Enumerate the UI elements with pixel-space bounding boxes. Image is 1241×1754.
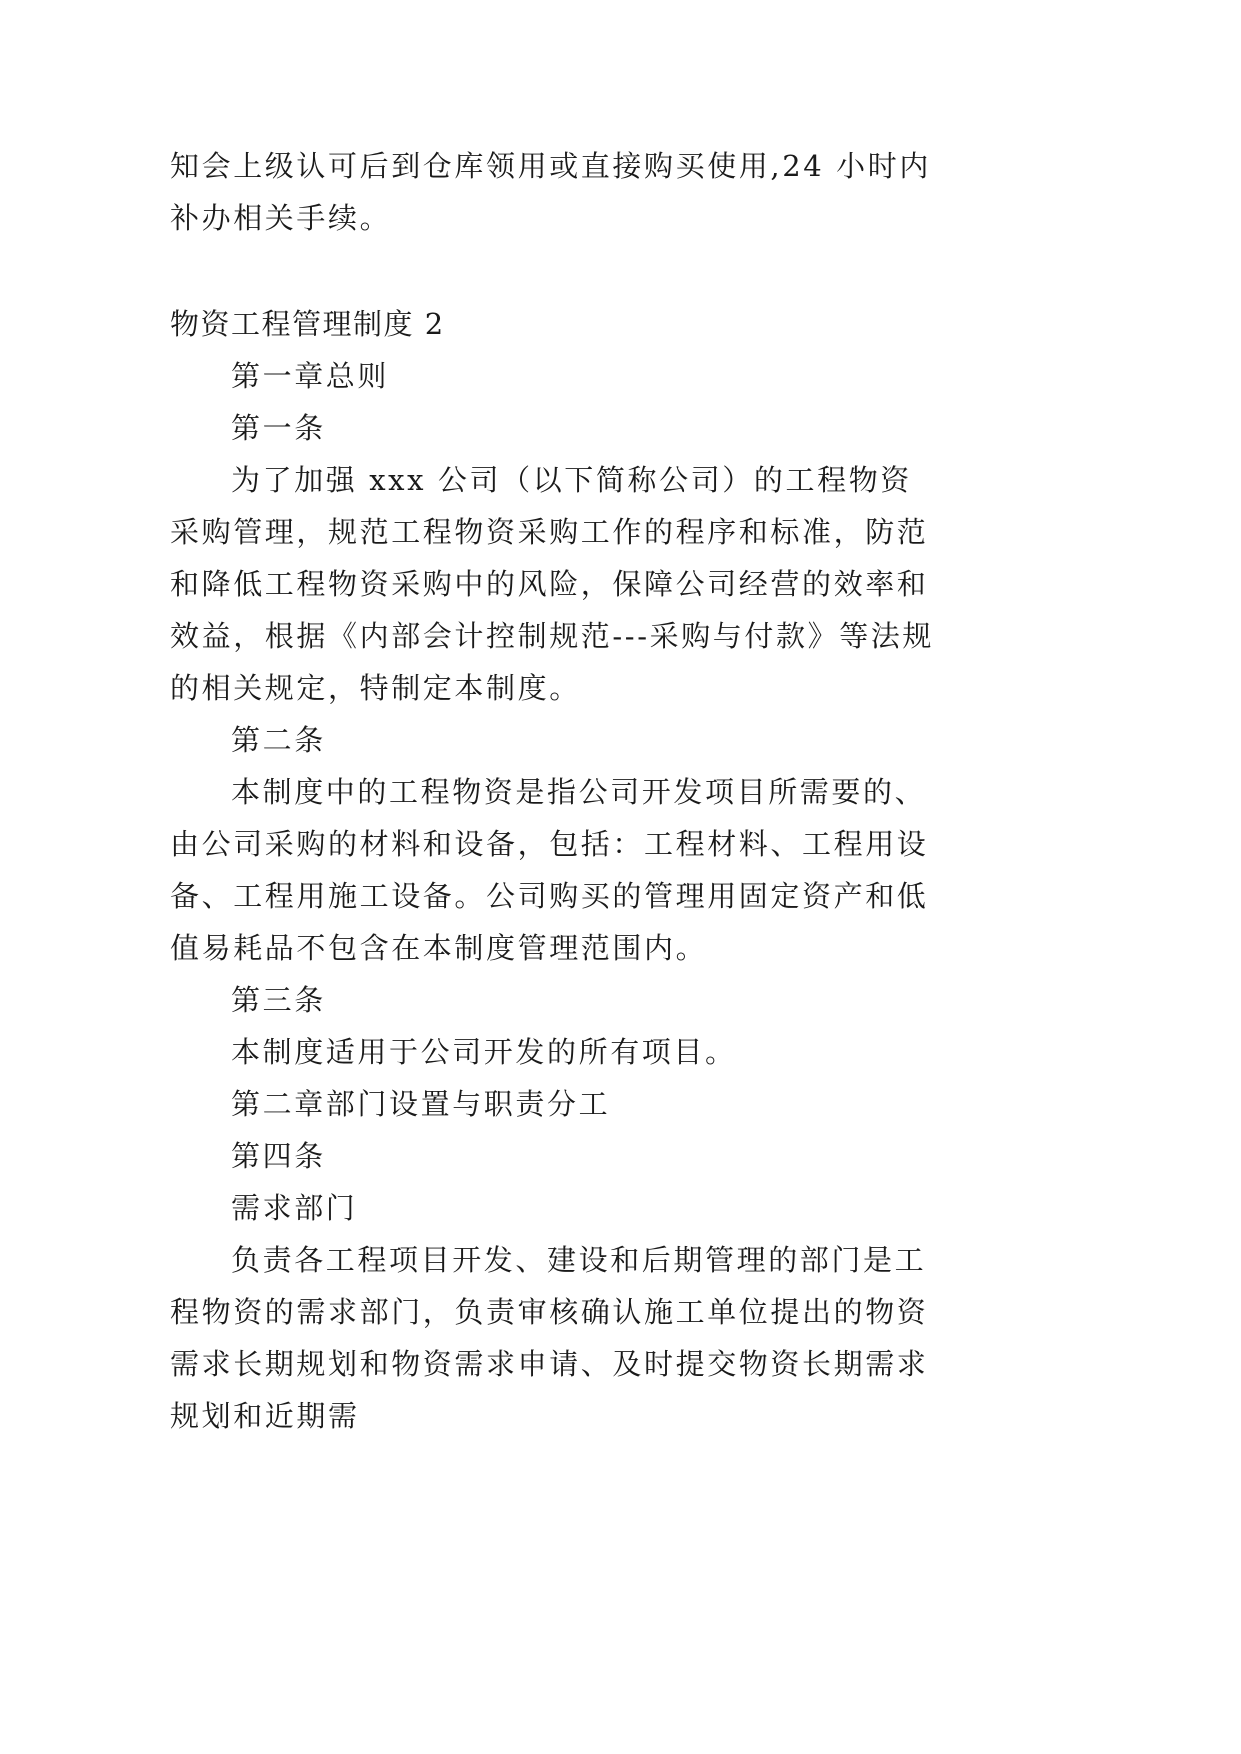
section-title: 物资工程管理制度 2 [170, 307, 445, 341]
article2-body: 本制度中的工程物资是指公司开发项目所需要的、由公司采购的材料和设备，包括：工程材料、工程用设备、工程用施工设备。公司购买的管理用固定资产和低值易耗品不包含在本制度管理范围内。 [170, 775, 929, 965]
article3-body: 本制度适用于公司开发的所有项目。 [231, 1035, 737, 1069]
chapter2-title: 第二章部门设置与职责分工 [231, 1087, 611, 1121]
article2-title: 第二条 [231, 723, 326, 757]
article1-title: 第一条 [231, 411, 326, 445]
article4-subtitle: 需求部门 [231, 1191, 358, 1225]
top-paragraph-block [170, 140, 942, 244]
article1-body: 为了加强 xxx 公司（以下简称公司）的工程物资采购管理，规范工程物资采购工作的程序和标准，防范和降低工程物资采购中的风险，保障公司经营的效率和效益，根据《内部会计控制规范---采购与付款》等法规的相关规定，特制定本制度。 [170, 463, 934, 705]
chapter1-title: 第一章总则 [231, 359, 390, 393]
article4-body: 负责各工程项目开发、建设和后期管理的部门是工程物资的需求部门，负责审核确认施工单位提出的物资需求长期规划和物资需求申请、及时提交物资长期需求规划和近期需 [170, 1243, 929, 1433]
main-content-block [170, 298, 942, 1442]
top-paragraph: 知会上级认可后到仓库领用或直接购买使用,24 小时内补办相关手续。 [170, 149, 931, 235]
article3-title: 第三条 [231, 983, 326, 1017]
article4-title: 第四条 [231, 1139, 326, 1173]
